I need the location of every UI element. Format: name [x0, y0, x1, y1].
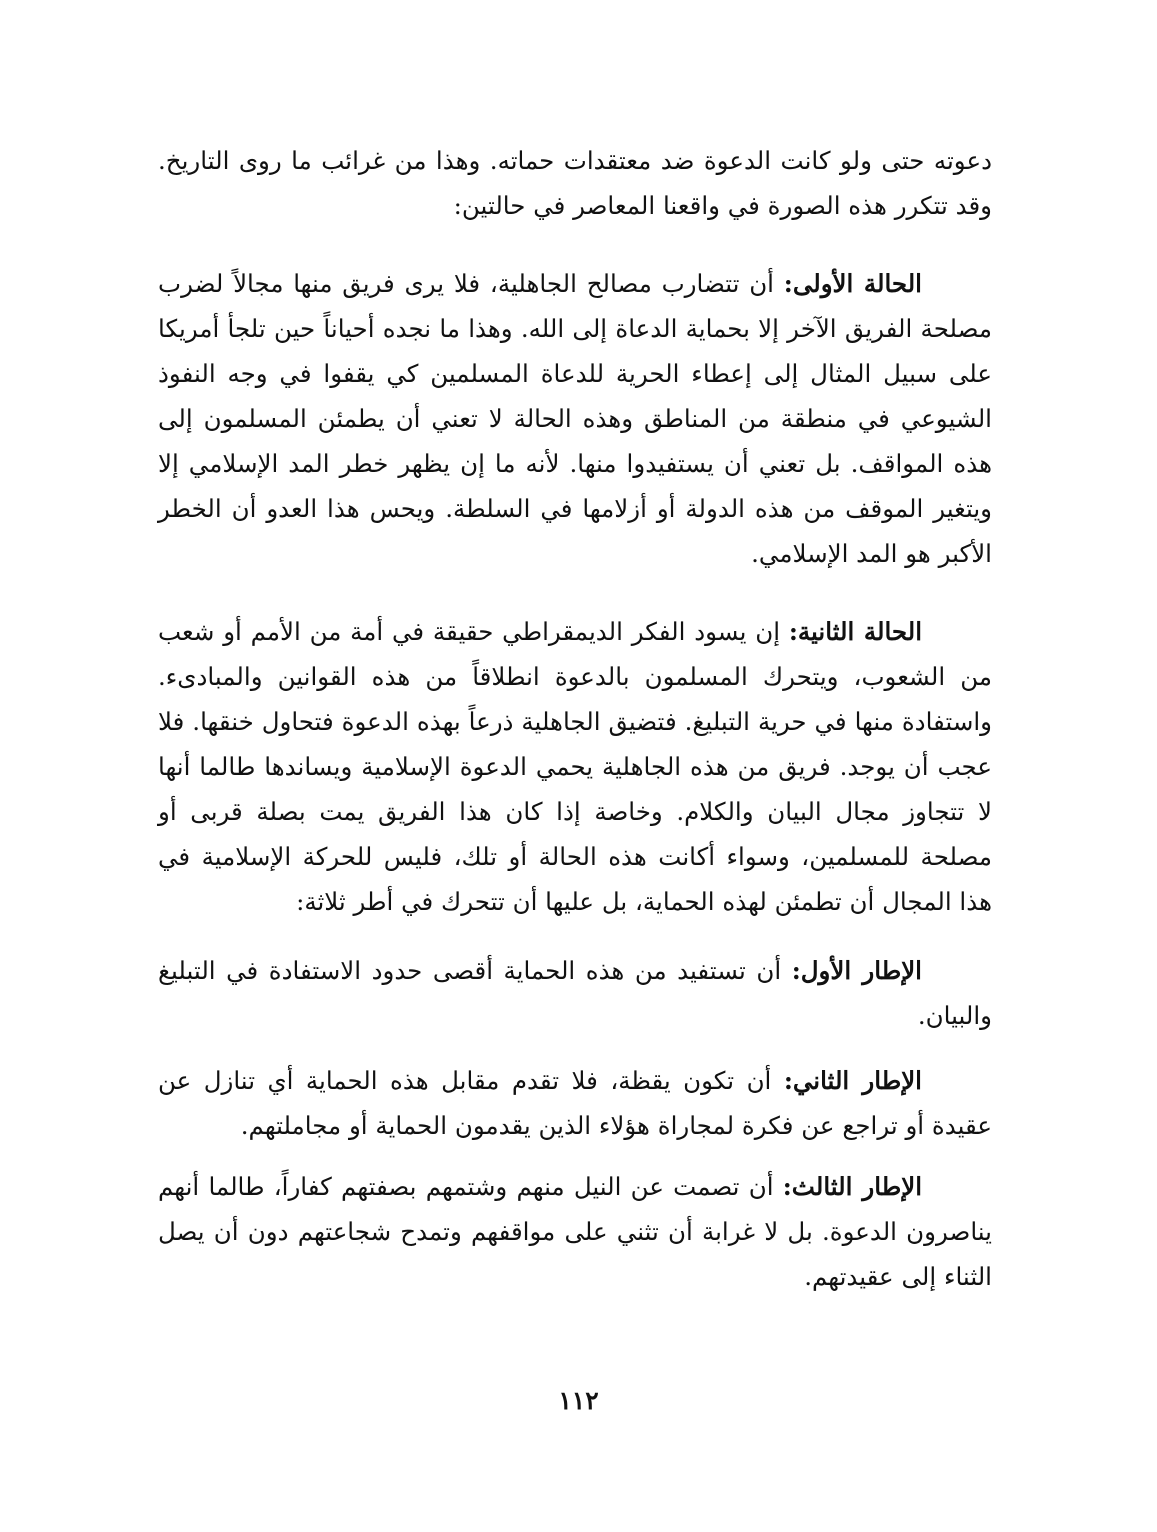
- page-body: [158, 138, 992, 1388]
- second-case-heading: الحالة الثانية:: [788, 617, 923, 646]
- second-framework-paragraph: [158, 1058, 992, 1148]
- second-framework-text: أن تكون يقظة، فلا تقدم مقابل هذه الحماية أي تنازل عن عقيدة أو تراجع عن فكرة لمجاراة هؤلاء الذين يقدمون الحماية أو مجاملتهم.: [158, 1066, 992, 1140]
- first-case-paragraph: [158, 261, 992, 576]
- second-framework-heading: الإطار الثاني:: [783, 1066, 922, 1095]
- third-framework-text: أن تصمت عن النيل منهم وشتمهم بصفتهم كفاراً، طالما أنهم يناصرون الدعوة. بل لا غرابة أن تثني على مواقفهم وتمدح شجاعتهم دون أن يصل الثناء إلى عقيدتهم.: [158, 1172, 992, 1291]
- first-case-text: أن تتضارب مصالح الجاهلية، فلا يرى فريق منها مجالاً لضرب مصلحة الفريق الآخر إلا بحماية الدعاة إلى الله. وهذا ما نجده أحياناً حين تلجأ أمريكا على سبيل المثال إلى إعطاء الحرية للدعاة المسلمين كي يقفوا في وجه النفوذ الشيوعي في منطقة من المناطق وهذه الحالة لا تعني أن يطمئن المسلمون إلى هذه المواقف. بل تعني أن يستفيدوا منها. لأنه ما إن يظهر خطر المد الإسلامي إلا ويتغير الموقف من هذه الدولة أو أزلامها في السلطة. ويحس هذا العدو أن الخطر الأكبر هو المد الإسلامي.: [158, 269, 992, 568]
- intro-paragraph: [158, 138, 992, 228]
- third-framework-heading: الإطار الثالث:: [782, 1172, 922, 1201]
- second-case-text: إن يسود الفكر الديمقراطي حقيقة في أمة من الأمم أو شعب من الشعوب، ويتحرك المسلمون بالدعوة انطلاقاً من هذه القوانين والمبادىء. واستفادة منها في حرية التبليغ. فتضيق الجاهلية ذرعاً بهذه الدعوة فتحاول خنقها. فلا عجب أن يوجد. فريق من هذه الجاهلية يحمي الدعوة الإسلامية ويساندها طالما أنها لا تتجاوز مجال البيان والكلام. وخاصة إذا كان هذا الفريق يمت بصلة قربى أو مصلحة للمسلمين، وسواء أكانت هذه الحالة أو تلك، فليس للحركة الإسلامية في هذا المجال أن تطمئن لهذه الحماية، بل عليها أن تتحرك في أطر ثلاثة:: [158, 617, 992, 916]
- first-framework-text: أن تستفيد من هذه الحماية أقصى حدود الاستفادة في التبليغ والبيان.: [158, 956, 992, 1030]
- first-case-heading: الحالة الأولى:: [783, 269, 922, 298]
- second-case-paragraph: [158, 609, 992, 924]
- page-number: ١١٢: [558, 1386, 599, 1415]
- first-framework-heading: الإطار الأول:: [791, 956, 922, 985]
- third-framework-paragraph: [158, 1164, 992, 1299]
- first-framework-paragraph: [158, 948, 992, 1038]
- intro-paragraph-text: دعوته حتى ولو كانت الدعوة ضد معتقدات حماته. وهذا من غرائب ما روى التاريخ. وقد تتكرر هذه الصورة في واقعنا المعاصر في حالتين:: [158, 146, 992, 220]
